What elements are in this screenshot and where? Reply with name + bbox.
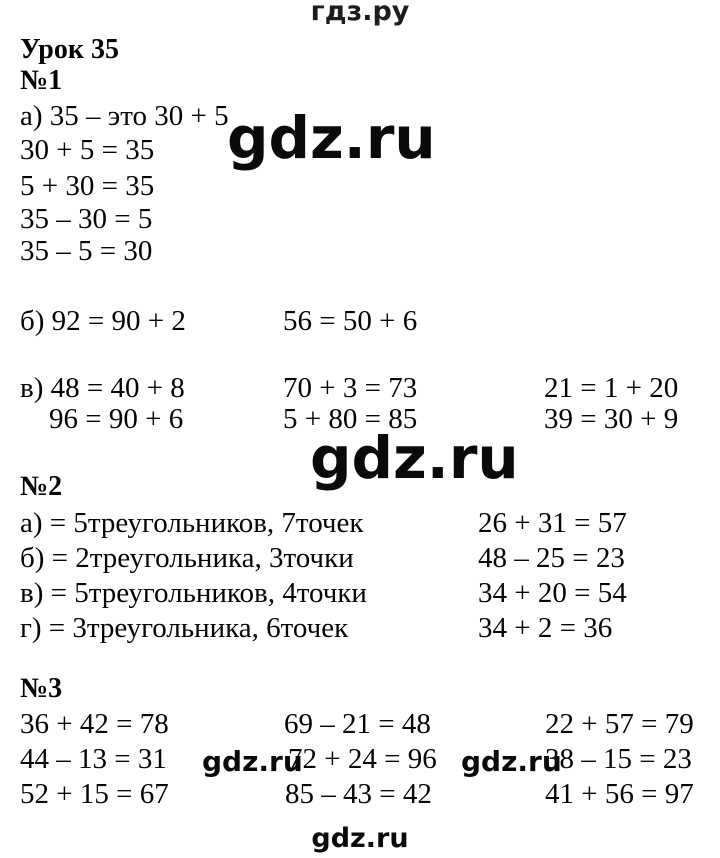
task3-row3-col2: 85 – 43 = 42 — [285, 778, 432, 810]
task1-v-row2-col2: 5 + 80 = 85 — [283, 403, 418, 435]
task1-b-col2: 56 = 50 + 6 — [283, 305, 418, 337]
task1-a-line-3: 5 + 30 = 35 — [20, 170, 155, 202]
task1-v-row1-col3: 21 = 1 + 20 — [544, 372, 679, 404]
task2-row4-right: 34 + 2 = 36 — [478, 612, 613, 644]
task2-row2-left: б) = 2треугольника, 3точки — [20, 542, 354, 574]
task1-a-line-2: 30 + 5 = 35 — [20, 134, 155, 166]
task2-row1-left: а) = 5треугольников, 7точек — [20, 507, 364, 539]
task1-a-line-1: а) 35 – это 30 + 5 — [20, 100, 229, 132]
task1-v-row2-col1: 96 = 90 + 6 — [49, 403, 184, 435]
task2-row4-left: г) = 3треугольника, 6точек — [20, 612, 349, 644]
task1-a-line-4: 35 – 30 = 5 — [20, 203, 153, 235]
task3-row2-col1: 44 – 13 = 31 — [20, 743, 167, 775]
task3-row1-col3: 22 + 57 = 79 — [545, 708, 694, 740]
task3-row2-col2: 72 + 24 = 96 — [288, 743, 437, 775]
task1-b-col1: б) 92 = 90 + 2 — [20, 305, 186, 337]
task1-a-line-5: 35 – 5 = 30 — [20, 235, 153, 267]
task3-row1-col2: 69 – 21 = 48 — [284, 708, 431, 740]
task2-row2-right: 48 – 25 = 23 — [478, 542, 625, 574]
task2-row3-left: в) = 5треугольников, 4точки — [20, 577, 367, 609]
task1-v-row1-col2: 70 + 3 = 73 — [283, 372, 418, 404]
task1-v-row1-col1: в) 48 = 40 + 8 — [20, 372, 185, 404]
gdz-watermark-large-1: gdz.ru — [227, 104, 436, 172]
task3-row3-col3: 41 + 56 = 97 — [545, 778, 694, 810]
site-footer-brand: gdz.ru — [311, 823, 409, 854]
task3-row3-col1: 52 + 15 = 67 — [20, 778, 169, 810]
task2-row3-right: 34 + 20 = 54 — [478, 577, 627, 609]
task3-label: №3 — [20, 673, 63, 704]
task1-label: №1 — [20, 65, 63, 96]
gdz-watermark-large-2: gdz.ru — [310, 424, 519, 492]
gdz-watermark-small-2: gdz.ru — [461, 745, 562, 778]
lesson-title: Урок 35 — [20, 34, 119, 65]
task3-row2-col3: 38 – 15 = 23 — [545, 743, 692, 775]
task1-v-row2-col3: 39 = 30 + 9 — [544, 403, 679, 435]
task2-row1-right: 26 + 31 = 57 — [478, 507, 627, 539]
task2-label: №2 — [20, 471, 63, 502]
task3-row1-col1: 36 + 42 = 78 — [20, 708, 169, 740]
site-header-brand: гдз.ру — [310, 0, 410, 27]
gdz-watermark-small-1: gdz.ru — [202, 745, 303, 778]
